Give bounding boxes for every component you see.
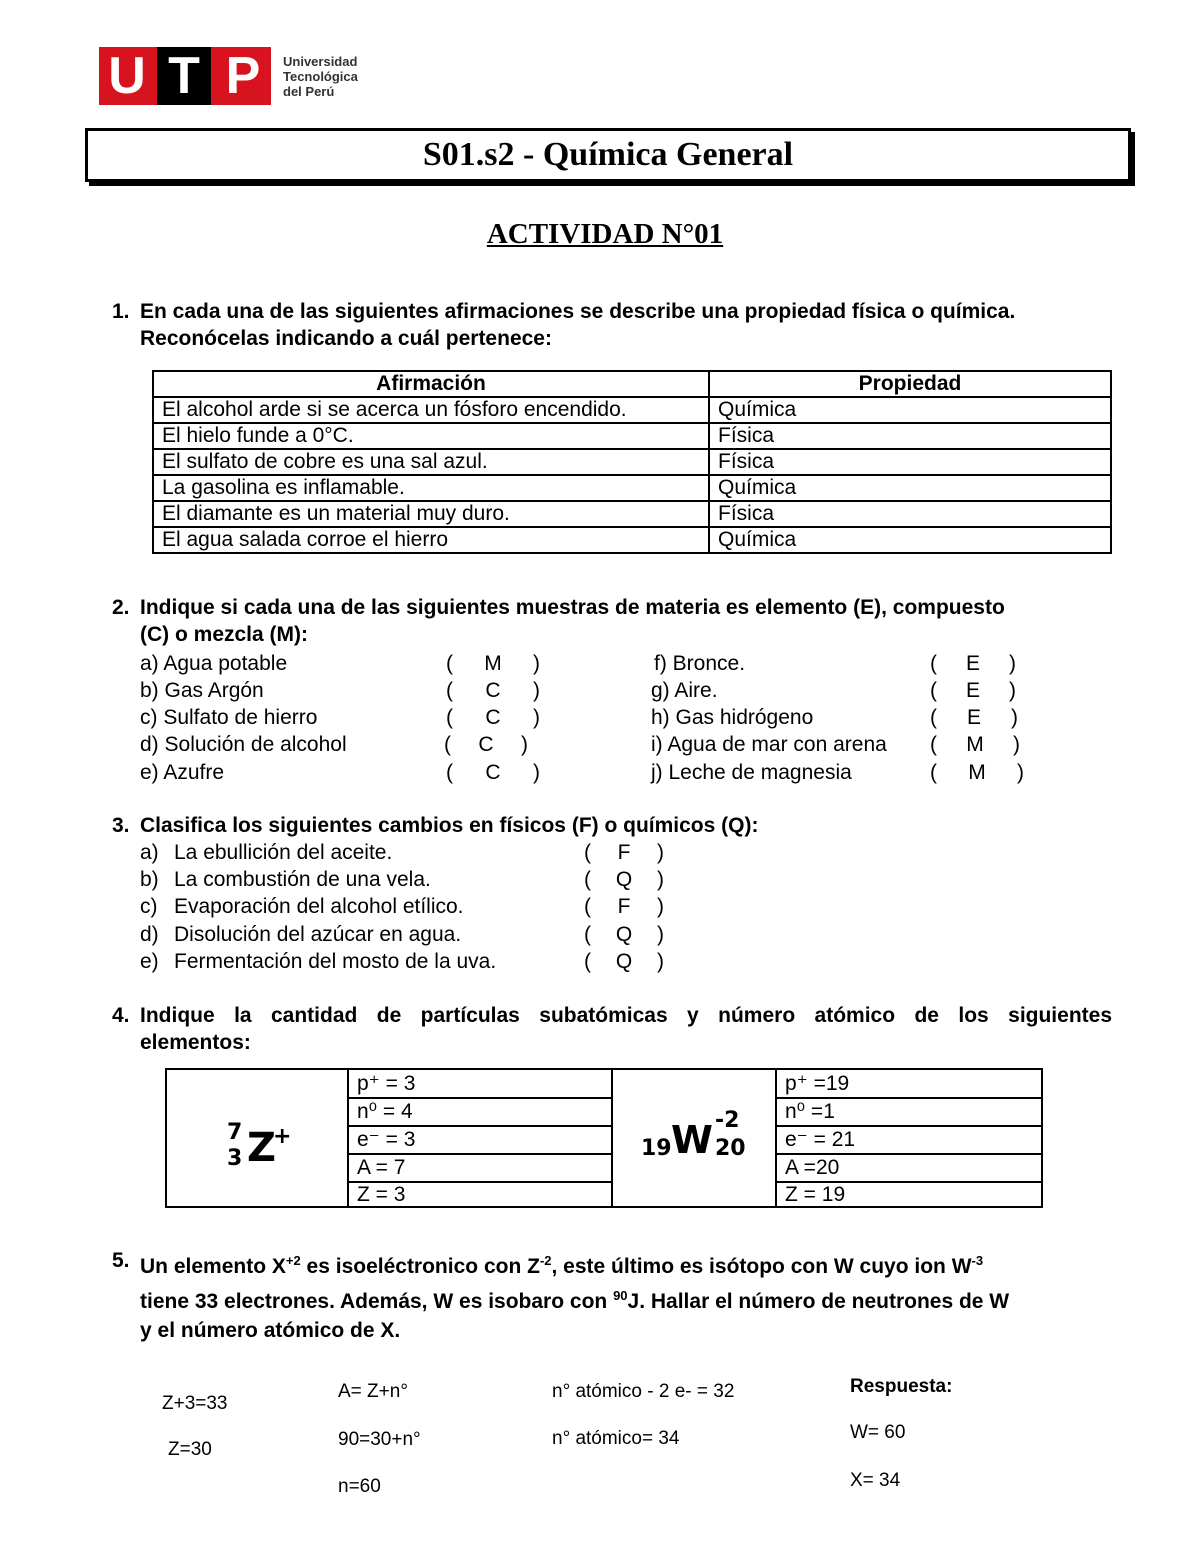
table-row <box>153 475 1111 501</box>
table-cell: Física <box>709 449 1111 475</box>
answer-paren: ( C ) <box>446 679 540 702</box>
element-1-values <box>347 1070 613 1206</box>
question-number: 3. <box>112 814 130 837</box>
work-line: n=60 <box>338 1476 381 1497</box>
answer-paren: ( E ) <box>930 679 1016 702</box>
work-line: A= Z+n° <box>338 1381 408 1402</box>
question-number: 5. <box>112 1249 130 1272</box>
ion-charge: -2 <box>715 1108 740 1133</box>
divider <box>347 1125 611 1127</box>
item-label: Evaporación del alcohol etílico. <box>174 895 464 918</box>
divider <box>775 1125 1041 1127</box>
list-item <box>140 948 496 975</box>
question-5-line-1 <box>140 1246 1120 1281</box>
answer: M <box>484 652 502 675</box>
superscript: +2 <box>285 1253 301 1268</box>
element-symbol: W <box>671 1118 713 1162</box>
question-4 <box>112 1002 1112 1056</box>
answer-paren: ( E ) <box>930 652 1016 675</box>
atomic-number: 3 <box>227 1146 243 1171</box>
list-item <box>140 921 461 948</box>
logo-line-3: del Perú <box>283 83 335 99</box>
logo-letter-t: T <box>168 47 200 105</box>
list-item: i) Agua de mar con arena <box>651 733 887 756</box>
logo-line-1: Universidad <box>283 53 358 69</box>
question-4-line-1: Indique la cantidad de partículas subatómicas y número atómico de los siguientes <box>140 1004 1112 1027</box>
question-2 <box>112 594 1120 648</box>
suffix-number: 20 <box>715 1136 746 1161</box>
answer: F <box>617 895 631 918</box>
element-2-symbol-cell <box>611 1070 777 1206</box>
table-row <box>153 423 1111 449</box>
value-row: p⁺ = 3 <box>357 1072 416 1095</box>
table-cell: Química <box>709 527 1111 553</box>
question-1 <box>112 298 1120 352</box>
answer-line: W= 60 <box>850 1422 906 1443</box>
value-row: e⁻ = 3 <box>357 1128 416 1151</box>
list-item: d) Solución de alcohol <box>140 733 347 756</box>
list-item <box>140 866 431 893</box>
answer-line: X= 34 <box>850 1470 901 1491</box>
question-number: 2. <box>112 596 130 619</box>
table-header: Afirmación <box>153 371 709 397</box>
q4-table <box>165 1068 1043 1208</box>
question-number: 4. <box>112 1004 130 1027</box>
table-cell: Química <box>709 397 1111 423</box>
answer-paren: ( M ) <box>446 652 540 675</box>
value-row: A =20 <box>785 1156 840 1179</box>
answer-paren: ( F ) <box>584 895 664 918</box>
value-row: p⁺ =19 <box>785 1072 850 1095</box>
list-item: a) Agua potable <box>140 652 288 675</box>
divider <box>347 1097 611 1099</box>
logo-text <box>283 54 358 99</box>
item-label: Fermentación del mosto de la uva. <box>174 950 497 973</box>
table-cell: El agua salada corroe el hierro <box>153 527 709 553</box>
list-item: j) Leche de magnesia <box>651 761 852 784</box>
answer: Q <box>615 923 633 946</box>
answer-paren: ( C ) <box>446 761 540 784</box>
answer: C <box>485 706 501 729</box>
item-label: Disolución del azúcar en agua. <box>174 923 462 946</box>
item-letter: d) <box>140 923 159 946</box>
table-cell: Física <box>709 423 1111 449</box>
logo-letter-u: U <box>108 47 146 105</box>
superscript: -2 <box>539 1253 552 1268</box>
answer: C <box>485 679 501 702</box>
answer: E <box>965 679 980 702</box>
q1-table <box>152 370 1112 554</box>
answer-paren: ( C ) <box>446 706 540 729</box>
q5-text: tiene 33 electrones. Además, W es isobaro con <box>140 1290 614 1313</box>
page-title: S01.s2 - Química General <box>422 136 794 173</box>
logo-line-2: Tecnológica <box>283 68 358 84</box>
list-item <box>140 839 392 866</box>
answer-paren: ( M ) <box>930 733 1020 756</box>
element-symbol: Z <box>247 1125 277 1171</box>
value-row: n⁰ =1 <box>785 1100 835 1123</box>
list-item: f) Bronce. <box>654 652 746 675</box>
divider <box>347 1153 611 1155</box>
table-row <box>153 449 1111 475</box>
table-row <box>153 397 1111 423</box>
mass-number: 7 <box>227 1120 243 1145</box>
item-letter: c) <box>140 895 158 918</box>
question-2-line-2: (C) o mezcla (M): <box>140 623 308 646</box>
prefix-number: 19 <box>641 1136 672 1161</box>
answer-paren: ( Q ) <box>584 950 664 973</box>
item-letter: a) <box>140 841 159 864</box>
q5-text: Un elemento X <box>140 1255 286 1278</box>
q5-text: J. Hallar el número de neutrones de W <box>627 1290 1010 1313</box>
answer-paren: ( M ) <box>930 761 1024 784</box>
question-5-line-3: y el número atómico de X. <box>140 1319 401 1342</box>
answer-title: Respuesta: <box>850 1376 953 1397</box>
list-item: h) Gas hidrógeno <box>651 706 814 729</box>
q5-text: es isoeléctronico con Z <box>300 1255 540 1278</box>
table-row <box>153 527 1111 553</box>
table-row <box>153 501 1111 527</box>
item-label: La combustión de una vela. <box>174 868 431 891</box>
item-label: La ebullición del aceite. <box>174 841 393 864</box>
value-row: e⁻ = 21 <box>785 1128 856 1151</box>
table-cell: Química <box>709 475 1111 501</box>
element-2-values <box>775 1070 1041 1206</box>
superscript: 90 <box>613 1288 628 1303</box>
work-line: 90=30+n° <box>338 1429 421 1450</box>
table-cell: El diamante es un material muy duro. <box>153 501 709 527</box>
answer: M <box>966 733 984 756</box>
value-row: A = 7 <box>357 1156 406 1179</box>
value-row: Z = 19 <box>785 1183 846 1206</box>
item-letter: b) <box>140 868 159 891</box>
activity-heading: ACTIVIDAD N°01 <box>486 218 724 250</box>
list-item: c) Sulfato de hierro <box>140 706 318 729</box>
divider <box>775 1097 1041 1099</box>
question-5 <box>112 1246 1120 1345</box>
superscript: -3 <box>971 1253 984 1268</box>
work-line: n° atómico= 34 <box>552 1428 680 1449</box>
answer-paren: ( Q ) <box>584 868 664 891</box>
q5-text: , este último es isótopo con W cuyo ion W <box>551 1255 972 1278</box>
logo-letter-p: P <box>225 47 261 105</box>
question-1-line-2: Reconócelas indicando a cuál pertenece: <box>140 327 552 350</box>
list-item: b) Gas Argón <box>140 679 264 702</box>
logo-mark <box>99 47 271 105</box>
table-header-row <box>153 371 1111 397</box>
answer: E <box>966 706 981 729</box>
question-1-line-1: En cada una de las siguientes afirmaciones se describe una propiedad física o química. <box>140 300 1016 323</box>
value-row: n⁰ = 4 <box>357 1100 413 1123</box>
utp-logo <box>99 47 358 105</box>
item-letter: e) <box>140 950 159 973</box>
table-cell: El alcohol arde si se acerca un fósforo encendido. <box>153 397 709 423</box>
question-3-text: Clasifica los siguientes cambios en físicos (F) o químicos (Q): <box>140 814 759 837</box>
question-2-line-1: Indique si cada una de las siguientes muestras de materia es elemento (E), compuesto <box>140 596 1005 619</box>
table-header: Propiedad <box>709 371 1111 397</box>
answer-paren: ( E ) <box>930 706 1018 729</box>
list-item: g) Aire. <box>651 679 718 702</box>
answer: E <box>965 652 980 675</box>
table-cell: La gasolina es inflamable. <box>153 475 709 501</box>
answer: F <box>617 841 631 864</box>
divider <box>775 1153 1041 1155</box>
question-number: 1. <box>112 300 130 323</box>
question-3 <box>112 812 1120 839</box>
title-box <box>85 128 1131 182</box>
table-cell: El sulfato de cobre es una sal azul. <box>153 449 709 475</box>
work-line: Z=30 <box>168 1439 212 1460</box>
list-item <box>140 893 464 920</box>
table-cell: Física <box>709 501 1111 527</box>
element-1-symbol-cell <box>167 1070 349 1206</box>
answer-paren: ( Q ) <box>584 923 664 946</box>
table-cell: El hielo funde a 0°C. <box>153 423 709 449</box>
ion-charge: + <box>273 1124 292 1149</box>
answer-paren: ( C ) <box>444 733 528 756</box>
answer: C <box>478 733 494 756</box>
work-line: n° atómico - 2 e- = 32 <box>552 1381 735 1402</box>
answer: C <box>485 761 501 784</box>
work-line: Z+3=33 <box>162 1393 228 1414</box>
value-row: Z = 3 <box>357 1183 406 1206</box>
question-4-line-2: elementos: <box>140 1031 251 1054</box>
answer: Q <box>615 950 633 973</box>
answer: M <box>968 761 986 784</box>
question-5-line-2 <box>140 1281 1120 1316</box>
answer-paren: ( F ) <box>584 841 664 864</box>
list-item: e) Azufre <box>140 761 225 784</box>
answer: Q <box>615 868 633 891</box>
